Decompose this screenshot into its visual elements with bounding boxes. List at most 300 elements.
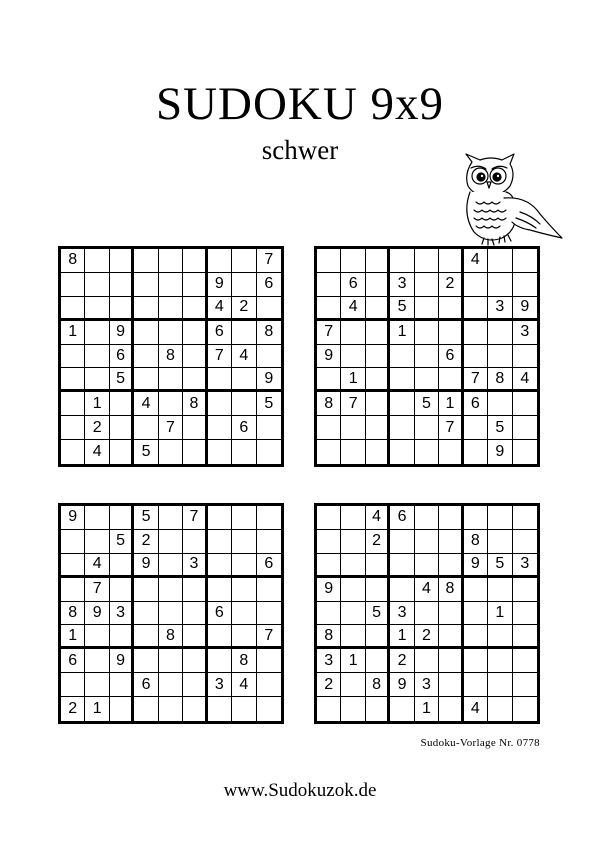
- sudoku-cell[interactable]: 8: [183, 392, 207, 416]
- sudoku-cell[interactable]: [464, 506, 488, 530]
- sudoku-cell[interactable]: [232, 249, 256, 273]
- sudoku-cell[interactable]: [61, 297, 85, 321]
- sudoku-cell[interactable]: [257, 602, 281, 626]
- sudoku-cell[interactable]: [208, 697, 232, 721]
- sudoku-cell[interactable]: [159, 392, 183, 416]
- sudoku-cell[interactable]: [415, 649, 439, 673]
- sudoku-cell[interactable]: [513, 602, 537, 626]
- sudoku-cell[interactable]: [366, 297, 390, 321]
- sudoku-cell[interactable]: 8: [317, 625, 341, 649]
- sudoku-cell[interactable]: [110, 697, 134, 721]
- sudoku-cell[interactable]: 8: [159, 345, 183, 369]
- sudoku-cell[interactable]: [366, 440, 390, 464]
- sudoku-cell[interactable]: [134, 649, 158, 673]
- sudoku-cell[interactable]: [341, 345, 365, 369]
- sudoku-cell[interactable]: [488, 697, 512, 721]
- sudoku-cell[interactable]: [61, 673, 85, 697]
- sudoku-cell[interactable]: [208, 578, 232, 602]
- sudoku-cell[interactable]: [134, 321, 158, 345]
- sudoku-cell[interactable]: [341, 506, 365, 530]
- sudoku-cell[interactable]: 1: [85, 697, 109, 721]
- sudoku-cell[interactable]: 5: [488, 416, 512, 440]
- sudoku-cell[interactable]: 5: [257, 392, 281, 416]
- sudoku-cell[interactable]: [341, 554, 365, 578]
- sudoku-cell[interactable]: 9: [110, 321, 134, 345]
- sudoku-cell[interactable]: [513, 625, 537, 649]
- sudoku-cell[interactable]: [61, 530, 85, 554]
- sudoku-cell[interactable]: 9: [488, 440, 512, 464]
- sudoku-cell[interactable]: [232, 321, 256, 345]
- sudoku-cell[interactable]: [366, 273, 390, 297]
- sudoku-cell[interactable]: [488, 345, 512, 369]
- sudoku-cell[interactable]: 4: [208, 297, 232, 321]
- sudoku-cell[interactable]: [257, 440, 281, 464]
- sudoku-cell[interactable]: 5: [110, 368, 134, 392]
- sudoku-cell[interactable]: [134, 368, 158, 392]
- sudoku-cell[interactable]: [390, 416, 414, 440]
- sudoku-cell[interactable]: 2: [415, 625, 439, 649]
- sudoku-cell[interactable]: [415, 321, 439, 345]
- sudoku-cell[interactable]: 5: [366, 602, 390, 626]
- sudoku-cell[interactable]: [513, 649, 537, 673]
- sudoku-cell[interactable]: [439, 649, 463, 673]
- sudoku-cell[interactable]: [159, 649, 183, 673]
- sudoku-cell[interactable]: 4: [85, 554, 109, 578]
- sudoku-cell[interactable]: [513, 697, 537, 721]
- sudoku-cell[interactable]: [317, 506, 341, 530]
- sudoku-cell[interactable]: [415, 297, 439, 321]
- sudoku-cell[interactable]: [159, 554, 183, 578]
- sudoku-cell[interactable]: [366, 368, 390, 392]
- sudoku-cell[interactable]: [159, 530, 183, 554]
- sudoku-cell[interactable]: [183, 578, 207, 602]
- sudoku-cell[interactable]: 8: [488, 368, 512, 392]
- sudoku-cell[interactable]: [257, 649, 281, 673]
- sudoku-cell[interactable]: [85, 530, 109, 554]
- sudoku-cell[interactable]: [317, 530, 341, 554]
- sudoku-cell[interactable]: [464, 649, 488, 673]
- sudoku-cell[interactable]: [208, 249, 232, 273]
- sudoku-cell[interactable]: [183, 273, 207, 297]
- sudoku-cell[interactable]: 6: [390, 506, 414, 530]
- sudoku-cell[interactable]: [366, 392, 390, 416]
- sudoku-cell[interactable]: [390, 697, 414, 721]
- sudoku-cell[interactable]: 3: [183, 554, 207, 578]
- sudoku-cell[interactable]: [159, 440, 183, 464]
- sudoku-cell[interactable]: [183, 321, 207, 345]
- sudoku-cell[interactable]: [85, 625, 109, 649]
- sudoku-cell[interactable]: [464, 602, 488, 626]
- sudoku-cell[interactable]: 9: [513, 297, 537, 321]
- sudoku-cell[interactable]: 7: [464, 368, 488, 392]
- sudoku-cell[interactable]: 5: [134, 506, 158, 530]
- sudoku-cell[interactable]: [439, 625, 463, 649]
- sudoku-cell[interactable]: 7: [85, 578, 109, 602]
- sudoku-cell[interactable]: [513, 249, 537, 273]
- sudoku-cell[interactable]: 3: [390, 602, 414, 626]
- sudoku-cell[interactable]: 6: [341, 273, 365, 297]
- sudoku-cell[interactable]: [366, 345, 390, 369]
- sudoku-cell[interactable]: 6: [257, 273, 281, 297]
- sudoku-cell[interactable]: [488, 625, 512, 649]
- sudoku-cell[interactable]: 1: [61, 321, 85, 345]
- sudoku-cell[interactable]: [110, 506, 134, 530]
- sudoku-cell[interactable]: 7: [317, 321, 341, 345]
- sudoku-cell[interactable]: [464, 440, 488, 464]
- sudoku-cell[interactable]: 3: [208, 673, 232, 697]
- sudoku-cell[interactable]: 2: [439, 273, 463, 297]
- sudoku-cell[interactable]: 4: [366, 506, 390, 530]
- sudoku-cell[interactable]: [513, 273, 537, 297]
- sudoku-cell[interactable]: [159, 578, 183, 602]
- sudoku-cell[interactable]: 6: [61, 649, 85, 673]
- sudoku-cell[interactable]: [208, 625, 232, 649]
- sudoku-cell[interactable]: [85, 345, 109, 369]
- sudoku-cell[interactable]: [415, 530, 439, 554]
- sudoku-cell[interactable]: [110, 554, 134, 578]
- sudoku-cell[interactable]: 3: [110, 602, 134, 626]
- sudoku-cell[interactable]: [183, 416, 207, 440]
- sudoku-cell[interactable]: 6: [257, 554, 281, 578]
- sudoku-cell[interactable]: 2: [61, 697, 85, 721]
- sudoku-cell[interactable]: [341, 697, 365, 721]
- sudoku-cell[interactable]: [366, 321, 390, 345]
- sudoku-cell[interactable]: [85, 249, 109, 273]
- sudoku-cell[interactable]: [85, 506, 109, 530]
- sudoku-cell[interactable]: [257, 697, 281, 721]
- sudoku-cell[interactable]: [159, 321, 183, 345]
- sudoku-cell[interactable]: 3: [513, 321, 537, 345]
- sudoku-cell[interactable]: [183, 649, 207, 673]
- sudoku-cell[interactable]: [159, 673, 183, 697]
- sudoku-cell[interactable]: [232, 506, 256, 530]
- sudoku-cell[interactable]: [488, 506, 512, 530]
- sudoku-cell[interactable]: [513, 673, 537, 697]
- sudoku-cell[interactable]: [415, 368, 439, 392]
- sudoku-cell[interactable]: 4: [232, 673, 256, 697]
- sudoku-cell[interactable]: [183, 249, 207, 273]
- sudoku-cell[interactable]: 3: [513, 554, 537, 578]
- sudoku-cell[interactable]: [85, 273, 109, 297]
- sudoku-cell[interactable]: 8: [317, 392, 341, 416]
- sudoku-cell[interactable]: [183, 602, 207, 626]
- sudoku-cell[interactable]: [159, 273, 183, 297]
- sudoku-cell[interactable]: [183, 297, 207, 321]
- sudoku-cell[interactable]: [317, 554, 341, 578]
- sudoku-cell[interactable]: 4: [85, 440, 109, 464]
- sudoku-cell[interactable]: 6: [134, 673, 158, 697]
- sudoku-cell[interactable]: 6: [208, 602, 232, 626]
- sudoku-cell[interactable]: [183, 530, 207, 554]
- sudoku-cell[interactable]: 6: [208, 321, 232, 345]
- sudoku-cell[interactable]: [317, 697, 341, 721]
- sudoku-cell[interactable]: 9: [464, 554, 488, 578]
- sudoku-cell[interactable]: [257, 530, 281, 554]
- sudoku-cell[interactable]: 6: [110, 345, 134, 369]
- sudoku-cell[interactable]: [415, 273, 439, 297]
- sudoku-cell[interactable]: 9: [134, 554, 158, 578]
- sudoku-cell[interactable]: [390, 368, 414, 392]
- sudoku-cell[interactable]: [488, 273, 512, 297]
- sudoku-cell[interactable]: [317, 297, 341, 321]
- sudoku-cell[interactable]: 9: [208, 273, 232, 297]
- sudoku-cell[interactable]: [134, 602, 158, 626]
- sudoku-cell[interactable]: [208, 554, 232, 578]
- sudoku-cell[interactable]: 9: [257, 368, 281, 392]
- sudoku-cell[interactable]: [61, 416, 85, 440]
- sudoku-cell[interactable]: 1: [390, 625, 414, 649]
- sudoku-cell[interactable]: [439, 368, 463, 392]
- sudoku-cell[interactable]: [61, 273, 85, 297]
- sudoku-cell[interactable]: 7: [257, 249, 281, 273]
- sudoku-cell[interactable]: [232, 530, 256, 554]
- sudoku-cell[interactable]: 2: [134, 530, 158, 554]
- sudoku-cell[interactable]: [390, 345, 414, 369]
- sudoku-cell[interactable]: [257, 673, 281, 697]
- sudoku-cell[interactable]: [232, 625, 256, 649]
- sudoku-cell[interactable]: 2: [390, 649, 414, 673]
- sudoku-cell[interactable]: [257, 297, 281, 321]
- sudoku-cell[interactable]: 4: [464, 697, 488, 721]
- sudoku-cell[interactable]: [488, 321, 512, 345]
- sudoku-cell[interactable]: 4: [415, 578, 439, 602]
- sudoku-cell[interactable]: [464, 673, 488, 697]
- sudoku-cell[interactable]: [134, 273, 158, 297]
- sudoku-cell[interactable]: [85, 673, 109, 697]
- sudoku-cell[interactable]: [110, 578, 134, 602]
- sudoku-cell[interactable]: 6: [232, 416, 256, 440]
- sudoku-cell[interactable]: [317, 440, 341, 464]
- sudoku-cell[interactable]: [159, 506, 183, 530]
- sudoku-cell[interactable]: [61, 392, 85, 416]
- sudoku-cell[interactable]: [208, 649, 232, 673]
- sudoku-cell[interactable]: [415, 416, 439, 440]
- sudoku-cell[interactable]: [110, 440, 134, 464]
- sudoku-cell[interactable]: 2: [317, 673, 341, 697]
- sudoku-cell[interactable]: 3: [488, 297, 512, 321]
- sudoku-cell[interactable]: [488, 249, 512, 273]
- sudoku-cell[interactable]: 4: [513, 368, 537, 392]
- sudoku-cell[interactable]: 8: [439, 578, 463, 602]
- sudoku-cell[interactable]: 6: [439, 345, 463, 369]
- sudoku-cell[interactable]: 5: [134, 440, 158, 464]
- sudoku-cell[interactable]: [208, 392, 232, 416]
- sudoku-cell[interactable]: [439, 602, 463, 626]
- sudoku-cell[interactable]: [110, 416, 134, 440]
- sudoku-cell[interactable]: 4: [464, 249, 488, 273]
- sudoku-cell[interactable]: [257, 416, 281, 440]
- sudoku-cell[interactable]: [183, 697, 207, 721]
- sudoku-cell[interactable]: [61, 554, 85, 578]
- sudoku-cell[interactable]: [159, 368, 183, 392]
- sudoku-cell[interactable]: [61, 368, 85, 392]
- sudoku-cell[interactable]: [439, 249, 463, 273]
- sudoku-cell[interactable]: 8: [61, 249, 85, 273]
- sudoku-cell[interactable]: [134, 297, 158, 321]
- sudoku-cell[interactable]: 9: [317, 578, 341, 602]
- sudoku-cell[interactable]: [232, 368, 256, 392]
- sudoku-cell[interactable]: [183, 345, 207, 369]
- sudoku-cell[interactable]: [415, 554, 439, 578]
- sudoku-cell[interactable]: [390, 392, 414, 416]
- sudoku-cell[interactable]: [159, 602, 183, 626]
- sudoku-cell[interactable]: [415, 249, 439, 273]
- sudoku-cell[interactable]: [257, 506, 281, 530]
- sudoku-cell[interactable]: 4: [341, 297, 365, 321]
- sudoku-cell[interactable]: 8: [159, 625, 183, 649]
- sudoku-cell[interactable]: [464, 625, 488, 649]
- sudoku-cell[interactable]: [317, 273, 341, 297]
- sudoku-cell[interactable]: 1: [61, 625, 85, 649]
- sudoku-cell[interactable]: [134, 345, 158, 369]
- sudoku-cell[interactable]: 3: [390, 273, 414, 297]
- sudoku-cell[interactable]: [390, 530, 414, 554]
- sudoku-cell[interactable]: 9: [317, 345, 341, 369]
- sudoku-cell[interactable]: [134, 249, 158, 273]
- sudoku-cell[interactable]: 1: [390, 321, 414, 345]
- sudoku-cell[interactable]: [134, 416, 158, 440]
- sudoku-cell[interactable]: [317, 249, 341, 273]
- sudoku-cell[interactable]: [341, 578, 365, 602]
- sudoku-cell[interactable]: [488, 578, 512, 602]
- sudoku-cell[interactable]: [257, 345, 281, 369]
- sudoku-cell[interactable]: 1: [415, 697, 439, 721]
- sudoku-cell[interactable]: [85, 368, 109, 392]
- sudoku-cell[interactable]: [366, 697, 390, 721]
- sudoku-cell[interactable]: [208, 416, 232, 440]
- sudoku-cell[interactable]: [464, 416, 488, 440]
- sudoku-cell[interactable]: [134, 625, 158, 649]
- sudoku-cell[interactable]: 1: [85, 392, 109, 416]
- sudoku-cell[interactable]: [341, 625, 365, 649]
- sudoku-cell[interactable]: [439, 554, 463, 578]
- sudoku-cell[interactable]: [513, 440, 537, 464]
- sudoku-cell[interactable]: 2: [232, 297, 256, 321]
- sudoku-cell[interactable]: [439, 440, 463, 464]
- sudoku-cell[interactable]: [366, 649, 390, 673]
- sudoku-cell[interactable]: [513, 578, 537, 602]
- sudoku-cell[interactable]: [61, 578, 85, 602]
- sudoku-cell[interactable]: 5: [415, 392, 439, 416]
- sudoku-cell[interactable]: [366, 578, 390, 602]
- sudoku-cell[interactable]: [513, 416, 537, 440]
- sudoku-cell[interactable]: [415, 345, 439, 369]
- sudoku-cell[interactable]: [110, 249, 134, 273]
- sudoku-cell[interactable]: [439, 697, 463, 721]
- sudoku-cell[interactable]: 1: [488, 602, 512, 626]
- sudoku-cell[interactable]: 4: [134, 392, 158, 416]
- sudoku-cell[interactable]: [341, 602, 365, 626]
- sudoku-cell[interactable]: [159, 249, 183, 273]
- sudoku-cell[interactable]: [488, 392, 512, 416]
- sudoku-cell[interactable]: [110, 297, 134, 321]
- sudoku-cell[interactable]: [390, 249, 414, 273]
- sudoku-cell[interactable]: [390, 578, 414, 602]
- sudoku-cell[interactable]: [183, 368, 207, 392]
- sudoku-cell[interactable]: [439, 321, 463, 345]
- sudoku-cell[interactable]: [110, 625, 134, 649]
- sudoku-cell[interactable]: [208, 440, 232, 464]
- sudoku-cell[interactable]: 8: [464, 530, 488, 554]
- sudoku-cell[interactable]: [439, 530, 463, 554]
- sudoku-cell[interactable]: [159, 697, 183, 721]
- sudoku-cell[interactable]: [232, 697, 256, 721]
- sudoku-cell[interactable]: [415, 506, 439, 530]
- sudoku-cell[interactable]: [232, 273, 256, 297]
- sudoku-cell[interactable]: [85, 649, 109, 673]
- sudoku-cell[interactable]: [366, 625, 390, 649]
- sudoku-cell[interactable]: [110, 392, 134, 416]
- sudoku-cell[interactable]: 7: [183, 506, 207, 530]
- sudoku-cell[interactable]: 8: [257, 321, 281, 345]
- sudoku-cell[interactable]: 1: [341, 649, 365, 673]
- sudoku-cell[interactable]: [232, 554, 256, 578]
- sudoku-cell[interactable]: [341, 440, 365, 464]
- sudoku-cell[interactable]: [232, 578, 256, 602]
- sudoku-cell[interactable]: [439, 506, 463, 530]
- sudoku-cell[interactable]: 8: [366, 673, 390, 697]
- sudoku-cell[interactable]: 9: [85, 602, 109, 626]
- sudoku-cell[interactable]: [183, 625, 207, 649]
- sudoku-cell[interactable]: 5: [390, 297, 414, 321]
- sudoku-cell[interactable]: 4: [232, 345, 256, 369]
- sudoku-cell[interactable]: [208, 368, 232, 392]
- sudoku-cell[interactable]: [415, 602, 439, 626]
- sudoku-cell[interactable]: 6: [464, 392, 488, 416]
- sudoku-cell[interactable]: [513, 506, 537, 530]
- sudoku-cell[interactable]: [366, 554, 390, 578]
- sudoku-cell[interactable]: [464, 578, 488, 602]
- sudoku-cell[interactable]: [85, 321, 109, 345]
- sudoku-cell[interactable]: [464, 345, 488, 369]
- sudoku-cell[interactable]: [366, 416, 390, 440]
- sudoku-cell[interactable]: [317, 416, 341, 440]
- sudoku-cell[interactable]: [464, 273, 488, 297]
- sudoku-cell[interactable]: [110, 673, 134, 697]
- sudoku-cell[interactable]: [513, 530, 537, 554]
- sudoku-cell[interactable]: [513, 392, 537, 416]
- sudoku-cell[interactable]: [439, 297, 463, 321]
- sudoku-cell[interactable]: [134, 697, 158, 721]
- sudoku-cell[interactable]: [61, 345, 85, 369]
- sudoku-cell[interactable]: [232, 440, 256, 464]
- sudoku-cell[interactable]: 8: [61, 602, 85, 626]
- sudoku-cell[interactable]: [488, 649, 512, 673]
- sudoku-cell[interactable]: [341, 321, 365, 345]
- sudoku-cell[interactable]: 1: [439, 392, 463, 416]
- sudoku-cell[interactable]: [61, 440, 85, 464]
- sudoku-cell[interactable]: [488, 673, 512, 697]
- sudoku-cell[interactable]: [390, 554, 414, 578]
- sudoku-cell[interactable]: [366, 249, 390, 273]
- sudoku-cell[interactable]: 7: [257, 625, 281, 649]
- sudoku-cell[interactable]: 3: [415, 673, 439, 697]
- sudoku-cell[interactable]: [232, 602, 256, 626]
- sudoku-cell[interactable]: 5: [488, 554, 512, 578]
- sudoku-cell[interactable]: [183, 440, 207, 464]
- sudoku-cell[interactable]: [341, 416, 365, 440]
- sudoku-cell[interactable]: [110, 273, 134, 297]
- sudoku-cell[interactable]: [341, 530, 365, 554]
- sudoku-cell[interactable]: 8: [232, 649, 256, 673]
- sudoku-cell[interactable]: [488, 530, 512, 554]
- sudoku-cell[interactable]: 5: [110, 530, 134, 554]
- sudoku-cell[interactable]: [341, 249, 365, 273]
- sudoku-cell[interactable]: 9: [61, 506, 85, 530]
- sudoku-cell[interactable]: [183, 673, 207, 697]
- sudoku-cell[interactable]: [415, 440, 439, 464]
- sudoku-cell[interactable]: [232, 392, 256, 416]
